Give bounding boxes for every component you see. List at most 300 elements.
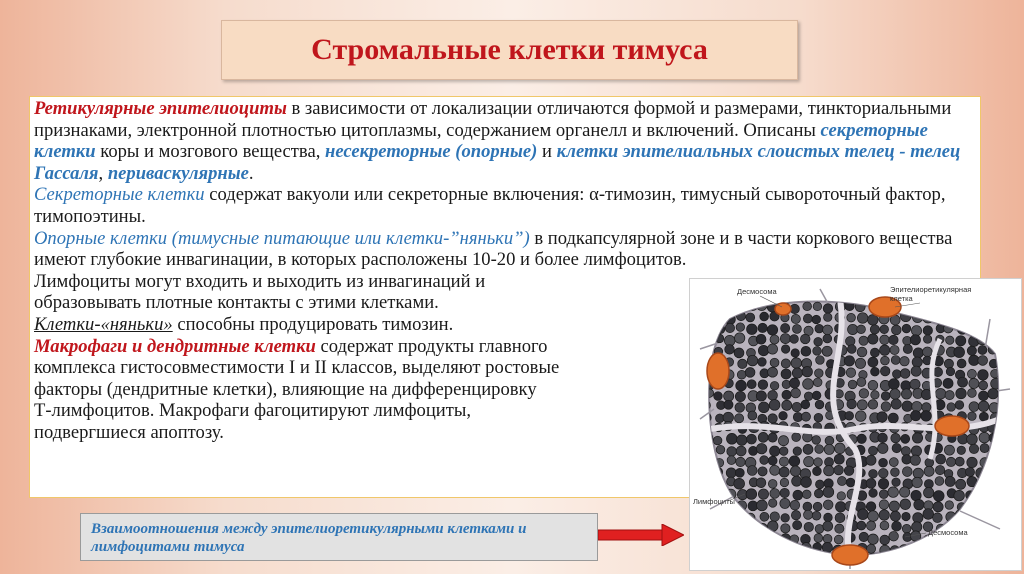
lymphocyte bbox=[781, 555, 790, 564]
lymphocyte bbox=[701, 466, 711, 476]
lymphocyte bbox=[726, 533, 734, 541]
lymphocyte bbox=[923, 335, 931, 343]
lymphocyte bbox=[977, 314, 986, 323]
lymphocyte bbox=[870, 348, 879, 357]
lymphocyte bbox=[770, 554, 779, 563]
lymphocyte bbox=[878, 433, 888, 443]
lymphocyte bbox=[713, 436, 722, 445]
lymphocyte bbox=[801, 477, 812, 488]
lymphocyte bbox=[912, 433, 922, 443]
lymphocyte bbox=[923, 543, 933, 553]
lymphocyte bbox=[813, 302, 822, 311]
lymphocyte bbox=[781, 345, 789, 353]
lymphocyte bbox=[736, 323, 745, 332]
lymphocyte bbox=[782, 390, 791, 399]
lymphocyte bbox=[880, 545, 890, 555]
lymphocyte bbox=[967, 457, 977, 467]
lymphocyte bbox=[812, 436, 821, 445]
lymphocyte bbox=[923, 556, 932, 565]
lymphocyte bbox=[912, 357, 922, 367]
title-box bbox=[221, 20, 798, 80]
lymphocyte bbox=[726, 468, 736, 478]
lymphocyte bbox=[792, 368, 802, 378]
paragraph-nurse-cells: Клетки-«няньки» способны продуцировать тимозин. bbox=[34, 313, 454, 335]
lymphocyte bbox=[835, 443, 846, 454]
lymphocyte bbox=[889, 379, 900, 390]
lymphocyte bbox=[988, 389, 998, 399]
lymphocyte bbox=[814, 369, 823, 378]
lymphocyte bbox=[823, 334, 832, 343]
lymphocyte bbox=[758, 358, 767, 367]
lymphocyte bbox=[734, 478, 745, 489]
lymphocyte bbox=[912, 401, 922, 411]
lymphocyte bbox=[835, 502, 845, 512]
lymphocyte bbox=[758, 345, 768, 355]
lymphocyte bbox=[911, 490, 921, 500]
lymphocyte bbox=[770, 381, 779, 390]
lymphocyte bbox=[888, 413, 898, 423]
lymphocyte bbox=[768, 499, 776, 507]
lymphocyte bbox=[987, 301, 997, 311]
lymphocyte bbox=[868, 511, 879, 522]
lymphocyte bbox=[889, 531, 899, 541]
lymphocyte bbox=[991, 335, 1000, 344]
lymphocyte bbox=[724, 400, 733, 409]
lymphocyte bbox=[758, 546, 769, 557]
lymphocyte bbox=[747, 466, 757, 476]
lymphocyte bbox=[815, 324, 824, 333]
lymphocyte bbox=[747, 355, 758, 366]
lymphocyte bbox=[892, 478, 900, 486]
lymphocyte bbox=[837, 477, 846, 486]
lymphocyte bbox=[778, 436, 788, 446]
lymphocyte bbox=[881, 402, 891, 412]
lymphocyte bbox=[835, 513, 845, 523]
lymphocyte bbox=[791, 358, 802, 369]
lymphocyte bbox=[767, 325, 777, 335]
term-secretory-cells: секреторные клетки bbox=[34, 119, 928, 163]
lymphocyte bbox=[736, 380, 747, 391]
lymphocyte bbox=[866, 478, 876, 488]
lymphocyte bbox=[716, 445, 725, 454]
lymphocyte bbox=[933, 502, 943, 512]
figure-caption: Взаимоотношения между эпителиоретикулярными клетками и лимфоцитами тимуса bbox=[80, 513, 598, 561]
lymphocyte bbox=[844, 356, 854, 366]
lymphocyte bbox=[804, 457, 814, 467]
lymphocyte bbox=[736, 523, 745, 532]
lymphocyte bbox=[946, 312, 956, 322]
lymphocyte bbox=[923, 509, 934, 520]
lymphocyte bbox=[880, 366, 890, 376]
lymphocyte bbox=[912, 522, 922, 532]
lymphocyte bbox=[946, 457, 955, 466]
lymphocyte bbox=[978, 556, 988, 566]
lymphocyte bbox=[738, 555, 748, 565]
lymphocyte bbox=[935, 388, 946, 399]
lymphocyte bbox=[725, 554, 734, 563]
epithelial-cell bbox=[832, 545, 868, 565]
lymphocyte bbox=[780, 498, 790, 508]
lymphocyte bbox=[857, 378, 866, 387]
lymphocyte bbox=[944, 555, 953, 564]
lymphocyte bbox=[705, 523, 714, 532]
lymphocyte bbox=[791, 314, 800, 323]
lymphocyte bbox=[725, 323, 734, 332]
lymphocyte bbox=[956, 336, 966, 346]
lymphocyte bbox=[980, 458, 990, 468]
lymphocyte bbox=[734, 348, 744, 358]
lymphocyte bbox=[900, 357, 909, 366]
lymphocyte bbox=[901, 434, 910, 443]
lymphocyte bbox=[945, 501, 954, 510]
lymphocyte bbox=[704, 315, 713, 324]
lymphocyte bbox=[965, 555, 976, 566]
lymphocyte bbox=[724, 391, 734, 401]
lymphocyte bbox=[979, 432, 990, 443]
lymphocyte bbox=[954, 347, 965, 358]
lymphocyte bbox=[822, 542, 832, 552]
lymphocyte bbox=[760, 312, 769, 321]
lymphocyte bbox=[910, 335, 920, 345]
lymphocyte bbox=[812, 556, 821, 565]
lymphocyte bbox=[801, 400, 810, 409]
lymphocyte bbox=[768, 456, 777, 465]
lymphocyte bbox=[868, 334, 878, 344]
lymphocyte bbox=[713, 556, 722, 565]
paragraph-secretory-cells: Секреторные клетки содержат вакуоли или секреторные включения: α-тимозин, тимусный сывороточный фактор, тимопоэтины. bbox=[34, 184, 946, 227]
lymphocyte bbox=[735, 533, 746, 544]
lymphocyte bbox=[890, 389, 901, 400]
lymphocyte bbox=[976, 499, 987, 510]
lymphocyte bbox=[911, 411, 921, 421]
lymphocyte bbox=[727, 447, 737, 457]
term-support-cells: Опорные клетки (тимусные питающие или клетки-”няньки”) bbox=[34, 227, 530, 249]
lymphocyte bbox=[911, 366, 921, 376]
lymphocyte bbox=[967, 546, 976, 555]
lymphocyte bbox=[945, 391, 954, 400]
lymphocyte bbox=[878, 478, 888, 488]
lymphocyte bbox=[857, 521, 866, 530]
lymphocyte bbox=[725, 345, 735, 355]
lymphocyte bbox=[990, 447, 999, 456]
lymphocyte bbox=[967, 346, 976, 355]
lymphocyte bbox=[967, 323, 977, 333]
lymphocyte bbox=[890, 345, 899, 354]
lymphocyte bbox=[935, 477, 944, 486]
lymphocyte bbox=[845, 337, 855, 347]
lymphocyte bbox=[803, 444, 813, 454]
lymphocyte bbox=[869, 469, 878, 478]
lymphocyte bbox=[859, 532, 868, 541]
lymphocyte bbox=[848, 324, 858, 334]
lymphocyte bbox=[758, 489, 768, 499]
lymphocyte bbox=[891, 556, 900, 565]
term-reticular-epitheliocytes: Ретикулярные эпителиоциты bbox=[34, 98, 287, 119]
lymphocyte bbox=[725, 523, 735, 533]
lymphocyte bbox=[977, 324, 987, 334]
lymphocyte bbox=[748, 411, 757, 420]
lymphocyte bbox=[738, 359, 747, 368]
lymphocyte bbox=[857, 434, 866, 443]
lymphocyte bbox=[891, 468, 900, 477]
lymphocyte bbox=[802, 490, 811, 499]
lymphocyte bbox=[715, 534, 724, 543]
lymphocyte bbox=[945, 476, 955, 486]
lymphocyte bbox=[756, 391, 766, 401]
lymphocyte bbox=[770, 446, 780, 456]
lymphocyte bbox=[782, 400, 792, 410]
lymphocyte bbox=[912, 477, 922, 487]
lymphocyte bbox=[726, 302, 735, 311]
lymphocyte bbox=[892, 521, 902, 531]
lymphocyte bbox=[756, 534, 766, 544]
lymphocyte bbox=[793, 521, 802, 530]
lymphocyte bbox=[933, 513, 943, 523]
lymphocyte bbox=[987, 501, 997, 511]
lymphocyte bbox=[737, 512, 746, 521]
term-perivascular: периваскулярные bbox=[107, 162, 249, 184]
lymphocyte bbox=[780, 478, 789, 487]
lymphocyte bbox=[847, 345, 856, 354]
lymphocyte bbox=[792, 324, 801, 333]
lymphocyte bbox=[912, 553, 922, 563]
lymphocyte bbox=[910, 379, 920, 389]
lymphocyte bbox=[956, 479, 966, 489]
lymphocyte bbox=[781, 359, 790, 368]
lymphocyte bbox=[900, 557, 910, 567]
lymphocyte bbox=[914, 303, 924, 313]
lymphocyte bbox=[923, 487, 933, 497]
lymphocyte bbox=[968, 389, 977, 398]
lymphocyte bbox=[933, 491, 944, 502]
lymphocyte bbox=[823, 500, 833, 510]
lymphocyte bbox=[737, 435, 747, 445]
lymphocyte bbox=[913, 348, 923, 358]
lymphocyte bbox=[813, 467, 822, 476]
lymphocyte bbox=[945, 305, 953, 313]
lymphocyte bbox=[768, 367, 778, 377]
lymphocyte bbox=[881, 392, 890, 401]
lymphocyte bbox=[880, 535, 890, 545]
lymphocyte bbox=[768, 544, 778, 554]
lymphocyte bbox=[970, 314, 978, 322]
lymphocyte bbox=[745, 367, 755, 377]
lymphocyte bbox=[768, 390, 778, 400]
lymphocyte bbox=[957, 302, 966, 311]
lymphocyte bbox=[758, 554, 767, 563]
lymphocyte bbox=[944, 324, 953, 333]
lymphocyte bbox=[889, 501, 899, 511]
lymphocyte bbox=[879, 490, 888, 499]
lymphocyte bbox=[735, 403, 745, 413]
lymphocyte bbox=[791, 554, 802, 565]
lymphocyte bbox=[877, 412, 887, 422]
lymphocyte bbox=[802, 555, 812, 565]
lymphocyte bbox=[803, 302, 812, 311]
lymphocyte bbox=[823, 487, 834, 498]
lymphocyte bbox=[747, 520, 758, 531]
term-nurse-cells: Клетки-«няньки» bbox=[34, 313, 173, 335]
lymphocyte bbox=[834, 465, 844, 475]
lymphocyte bbox=[824, 444, 834, 454]
lymphocyte bbox=[770, 358, 779, 367]
lymphocyte bbox=[781, 514, 790, 523]
lymphocyte bbox=[978, 370, 989, 381]
lymphocyte bbox=[955, 544, 964, 553]
lymphocyte bbox=[824, 466, 834, 476]
lymphocyte bbox=[990, 491, 1000, 501]
lymphocyte bbox=[824, 313, 832, 321]
lymphocyte bbox=[812, 511, 821, 520]
lymphocyte bbox=[857, 400, 867, 410]
lymphocyte bbox=[847, 313, 856, 322]
lymphocyte bbox=[804, 392, 813, 401]
lymphocyte bbox=[892, 370, 901, 379]
lymphocyte bbox=[734, 333, 744, 343]
lymphocyte bbox=[946, 543, 956, 553]
lymphocyte bbox=[780, 334, 790, 344]
lymphocyte bbox=[704, 511, 713, 520]
lymphocyte bbox=[736, 457, 745, 466]
lymphocyte bbox=[902, 324, 911, 333]
lymphocyte bbox=[823, 534, 832, 543]
lymphocyte bbox=[879, 458, 888, 467]
lymphocyte bbox=[957, 446, 965, 454]
epithelial-cell bbox=[935, 416, 969, 436]
lymphocyte bbox=[957, 359, 966, 368]
lymphocyte bbox=[779, 447, 788, 456]
lymphocyte bbox=[847, 399, 857, 409]
lymphocyte bbox=[936, 454, 946, 464]
term-secretory-cells-2: Секреторные клетки bbox=[34, 184, 205, 206]
lymphocyte bbox=[704, 303, 713, 312]
lymphocyte bbox=[988, 511, 998, 521]
lymphocyte bbox=[705, 389, 713, 397]
lymphocyte bbox=[791, 349, 799, 357]
label-lymphocytes: Лимфоциты bbox=[693, 497, 735, 506]
lymphocyte bbox=[880, 521, 889, 530]
lymphocyte bbox=[903, 344, 912, 353]
term-nonsecretory: несекреторные (опорные) bbox=[325, 141, 538, 163]
lymphocyte bbox=[781, 369, 791, 379]
paragraph-support-cells: Опорные клетки (тимусные питающие или клетки-”няньки”) в подкапсулярной зоне и в части коркового вещества имеют глубокие инвагинации, в которых расположены 10-20 и более лимфоцитов. bbox=[34, 227, 953, 271]
lymphocyte bbox=[848, 380, 857, 389]
lymphocyte bbox=[969, 444, 978, 453]
lymphocyte bbox=[814, 413, 823, 422]
lymphocyte bbox=[911, 446, 921, 456]
lymphocyte bbox=[747, 555, 758, 566]
lymphocyte bbox=[714, 392, 723, 401]
lymphocyte bbox=[871, 367, 880, 376]
lymphocyte bbox=[714, 543, 723, 552]
lymphocyte bbox=[977, 510, 986, 519]
lymphocyte bbox=[756, 443, 766, 453]
lymphocyte bbox=[770, 465, 780, 475]
lymphocyte bbox=[902, 512, 910, 520]
lymphocyte bbox=[815, 445, 824, 454]
lymphocyte bbox=[760, 512, 769, 521]
lymphocyte bbox=[901, 389, 911, 399]
lymphocyte bbox=[813, 347, 822, 356]
lymphocyte bbox=[946, 336, 954, 344]
lymphocyte bbox=[737, 501, 747, 511]
lymphocyte bbox=[779, 467, 789, 477]
label-reticular-cell-1: Эпителиоретикулярная bbox=[890, 285, 972, 294]
lymphocyte bbox=[702, 543, 712, 553]
lymphocyte bbox=[770, 489, 780, 499]
lymphocyte bbox=[835, 390, 843, 398]
lymphocyte bbox=[835, 524, 844, 533]
lymphocyte bbox=[913, 544, 923, 554]
paragraph-macrophages: Макрофаги и дендритные клетки содержат продукты главного комплекса гистосовместимости I и II классов, выделяют ростовые факторы (дендритные клетки), влияющие на дифференцировку Т-лимфоцитов. Макрофаги фагоцитируют лимфоциты, подвергшиеся апоптозу. bbox=[34, 335, 560, 443]
lymphocyte bbox=[704, 457, 714, 467]
lymphocyte bbox=[704, 445, 714, 455]
lymphocyte bbox=[756, 334, 766, 344]
lymphocyte bbox=[890, 511, 900, 521]
lymphocyte bbox=[881, 356, 890, 365]
lymphocyte bbox=[791, 545, 800, 554]
lymphocyte bbox=[845, 411, 854, 420]
lymphocyte bbox=[857, 313, 868, 324]
paragraph-reticular-epitheliocytes: Ретикулярные эпителиоциты в зависимости от локализации отличаются формой и размерами, тинкториальными признаками, электронной плотностью цитоплазмы, содержанием органелл и включений. Описаны секреторные клетки коры и мозгового вещества, несекреторные (опорные) и клетки эпителиальных слоистых телец - телец Гассаля, периваскулярные. bbox=[34, 98, 961, 184]
lymphocyte bbox=[881, 556, 890, 565]
lymphocyte bbox=[990, 325, 1000, 335]
lymphocyte bbox=[892, 444, 901, 453]
lymphocyte bbox=[935, 465, 944, 474]
lymphocyte bbox=[965, 467, 974, 476]
lymphocyte bbox=[735, 391, 745, 401]
lymphocyte bbox=[804, 510, 813, 519]
lymphocyte bbox=[801, 412, 810, 421]
label-reticular-cell-2: клетка bbox=[890, 294, 913, 303]
lymphocyte bbox=[824, 513, 833, 522]
lymphocyte bbox=[790, 335, 799, 344]
lymphocyte bbox=[955, 401, 964, 410]
lymphocyte bbox=[879, 500, 889, 510]
lymphocyte bbox=[714, 303, 723, 312]
lymphocyte bbox=[781, 324, 790, 333]
lymphocyte bbox=[978, 546, 987, 555]
lymphocyte bbox=[746, 489, 757, 500]
lymphocyte bbox=[977, 534, 988, 545]
lymphocyte bbox=[702, 556, 712, 566]
lymphocyte bbox=[902, 524, 911, 533]
lymphocyte bbox=[910, 455, 920, 465]
lymphocyte bbox=[879, 510, 889, 520]
lymphocyte bbox=[989, 555, 998, 564]
lymphocyte bbox=[767, 344, 777, 354]
lymphocyte bbox=[725, 314, 735, 324]
lymphocyte bbox=[758, 402, 769, 413]
lymphocyte bbox=[737, 301, 747, 311]
lymphocyte bbox=[979, 412, 988, 421]
lymphocyte bbox=[991, 535, 1000, 544]
lymphocyte bbox=[991, 378, 1002, 389]
lymphocyte bbox=[878, 443, 888, 453]
lymphocyte bbox=[855, 302, 865, 312]
lymphocyte bbox=[869, 489, 878, 498]
lymphocyte bbox=[768, 414, 777, 423]
term-hassall-bodies: клетки эпителиальных слоистых телец - телец Гассаля bbox=[34, 141, 961, 184]
term-macrophages: Макрофаги и дендритные клетки bbox=[34, 335, 316, 357]
lymphocyte bbox=[816, 356, 825, 365]
label-desmosome-bottom: Десмосома bbox=[928, 528, 968, 537]
lymphocyte bbox=[988, 545, 997, 554]
lymphocyte bbox=[944, 445, 954, 455]
lymphocyte bbox=[758, 380, 768, 390]
lymphocyte bbox=[747, 434, 757, 444]
lymphocyte bbox=[978, 346, 987, 355]
